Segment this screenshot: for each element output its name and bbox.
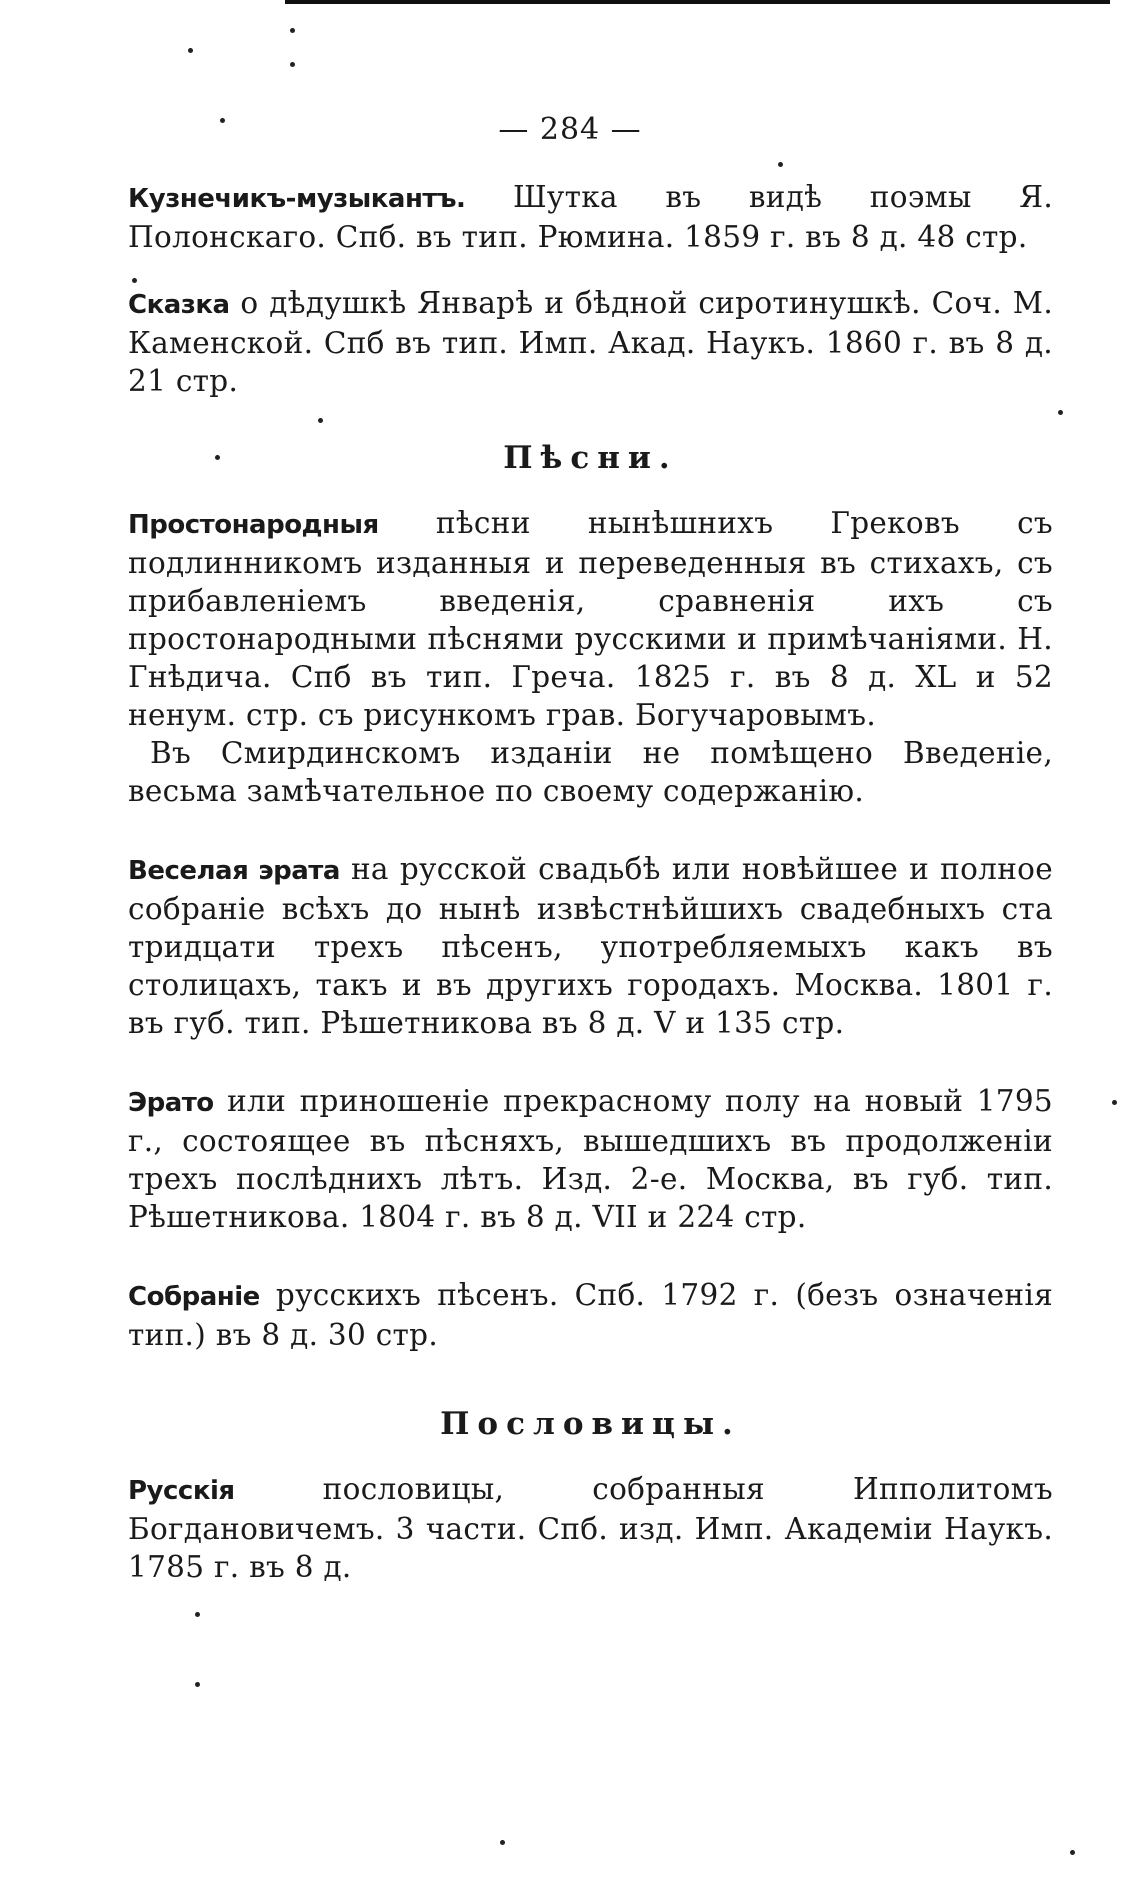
scan-speck (132, 278, 137, 283)
entry-lead: Русскія (128, 1476, 235, 1506)
scan-speck (195, 1682, 200, 1687)
entry-body: Шутка въ видѣ поэмы Я. Полонскаго. Спб. въ тип. Рюмина. 1859 г. въ 8 д. 48 стр. (128, 180, 1053, 254)
scan-speck (195, 1612, 200, 1617)
spacer (128, 1236, 1053, 1276)
spacer (128, 810, 1053, 850)
bibliography-entry (128, 178, 1053, 256)
bibliography-entry (128, 850, 1053, 1042)
entry-lead: Кузнечикъ-музыкантъ. (128, 184, 466, 214)
scan-speck (1070, 1850, 1075, 1855)
entry-lead: Эрато (128, 1088, 214, 1118)
scan-speck (220, 118, 225, 123)
bibliography-entry (128, 284, 1053, 400)
entry-lead: Сказка (128, 290, 230, 320)
entry-body: о дѣдушкѣ Январѣ и бѣдной сиротинушкѣ. Соч. М. Каменской. Спб въ тип. Имп. Акад. Наукъ. 1860 г. въ 8 д. 21 стр. (128, 286, 1053, 398)
bibliography-entry (128, 504, 1053, 734)
scan-speck (318, 418, 323, 423)
page-content (128, 178, 1053, 1586)
scan-speck (778, 162, 783, 167)
entry-body: пѣсни нынѣшнихъ Грековъ съ подлинникомъ изданныя и переведенныя въ стихахъ, съ прибавленіемъ введенія, сравненія ихъ съ простонародными пѣснями русскими и примѣчаніями. Н. Гнѣдича. Спб въ тип. Греча. 1825 г. въ 8 д. XL и 52 ненум. стр. съ рисункомъ грав. Богучаровымъ. (128, 506, 1053, 732)
section-heading-proverbs: Пословицы. (440, 1406, 741, 1442)
section-heading-songs: Пѣсни. (503, 440, 678, 476)
scan-speck (1112, 1100, 1117, 1105)
scan-speck (1058, 410, 1063, 415)
spacer (128, 1354, 1053, 1406)
spacer (128, 1042, 1053, 1082)
scan-speck (215, 455, 220, 460)
top-rule (285, 0, 1110, 4)
page-number: — 284 — (498, 112, 642, 147)
scan-speck (500, 1840, 505, 1845)
bibliography-entry (128, 1470, 1053, 1586)
entry-body: пословицы, собранныя Ипполитомъ Богдановичемъ. 3 части. Спб. изд. Имп. Академіи Наукъ. 1785 г. въ 8 д. (128, 1472, 1053, 1584)
bibliography-entry (128, 1276, 1053, 1354)
entry-lead: Простонародныя (128, 510, 379, 540)
spacer (128, 400, 1053, 440)
entry-lead: Собраніе (128, 1282, 260, 1312)
spacer (128, 476, 1053, 504)
scan-speck (188, 48, 193, 53)
entry-body: русскихъ пѣсенъ. Спб. 1792 г. (безъ означенія тип.) въ 8 д. 30 стр. (128, 1278, 1053, 1352)
entry-body: на русской свадьбѣ или новѣйшее и полное собраніе всѣхъ до нынѣ извѣстнѣйшихъ свадебныхъ ста тридцати трехъ пѣсенъ, употребляемыхъ какъ въ столицахъ, такъ и въ другихъ городахъ. Москва. 1801 г. въ губ. тип. Рѣшетникова въ 8 д. V и 135 стр. (128, 852, 1054, 1040)
editorial-note: Въ Смирдинскомъ изданіи не помѣщено Введеніе, весьма замѣчательное по своему содержанію. (128, 736, 1053, 808)
scan-speck (290, 62, 295, 67)
bibliography-entry (128, 1082, 1053, 1236)
scan-speck (290, 28, 295, 33)
entry-body: или приношеніе прекрасному полу на новый 1795 г., состоящее въ пѣсняхъ, вышедшихъ въ продолженіи трехъ послѣднихъ лѣтъ. Изд. 2-е. Москва, въ губ. тип. Рѣшетникова. 1804 г. въ 8 д. VII и 224 стр. (128, 1084, 1053, 1234)
spacer (128, 256, 1053, 284)
entry-lead: Веселая эрата (128, 856, 340, 886)
spacer (128, 1442, 1053, 1470)
